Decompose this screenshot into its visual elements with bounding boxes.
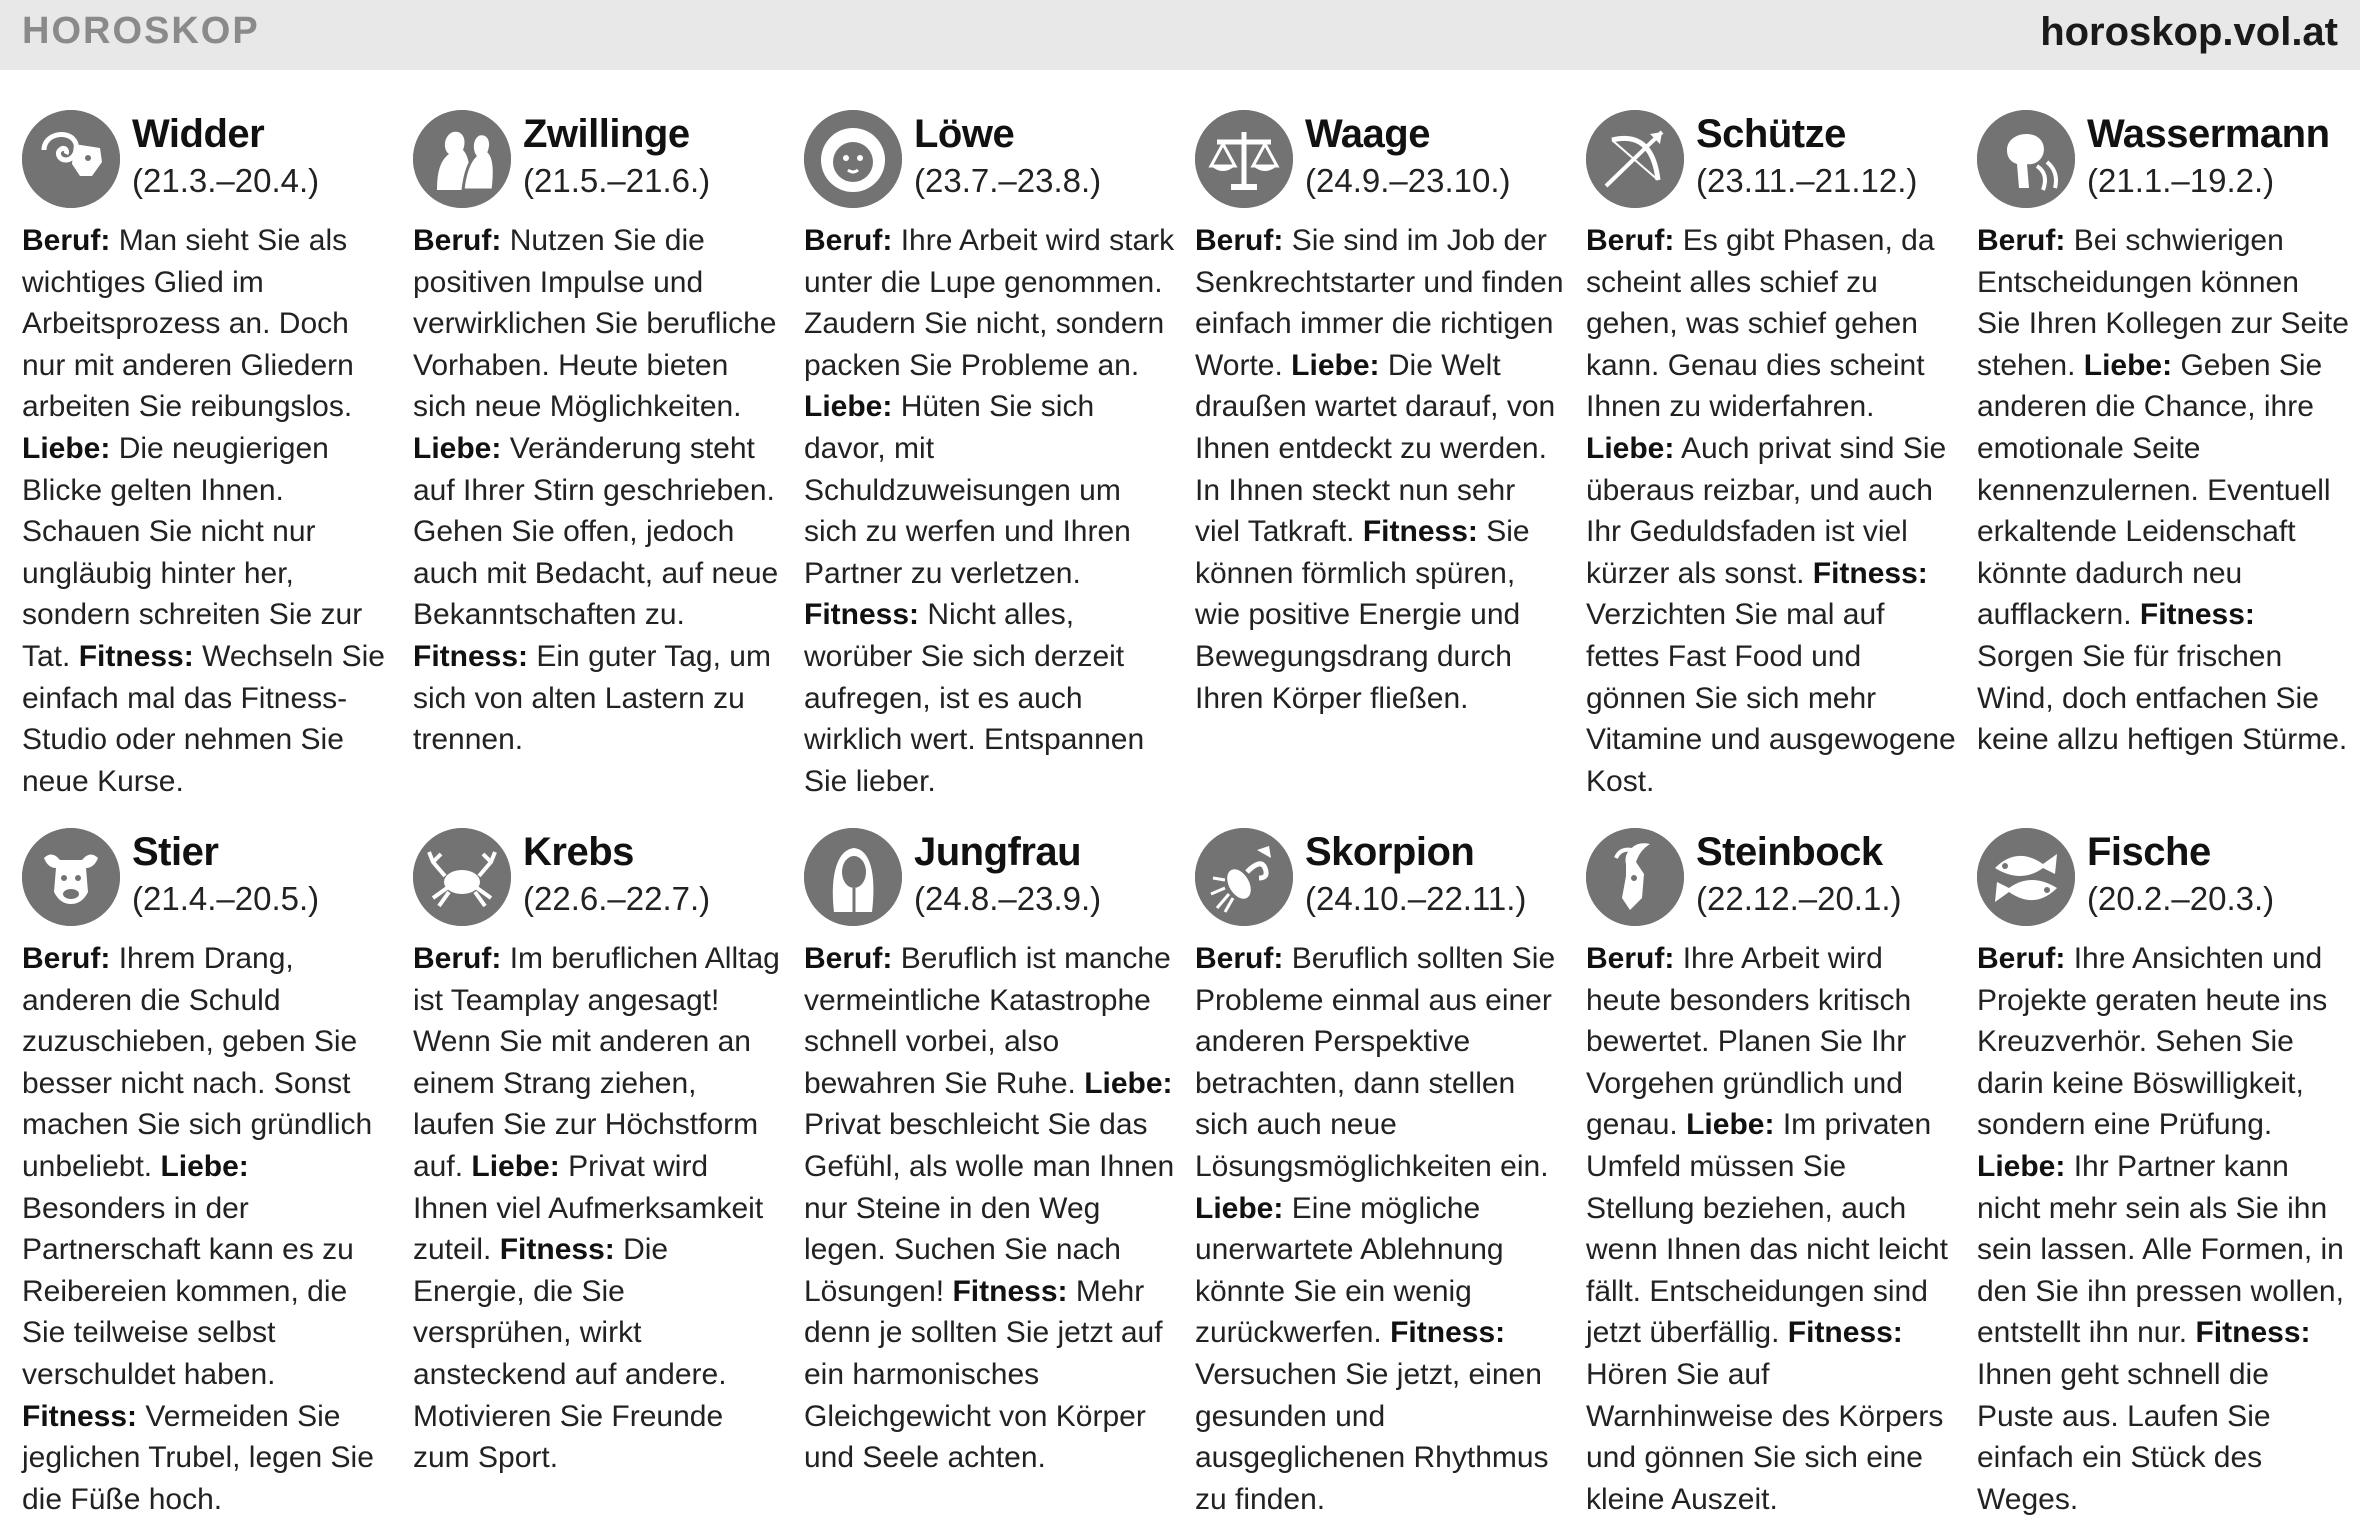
fitness-label: Fitness: [499,1233,615,1267]
sign-dates: (21.5.–21.6.) [523,162,711,199]
liebe-text: Privat wird Ihnen viel Aufmerksamkeit zuteil. [413,1149,764,1267]
fitness-label: Fitness: [1390,1316,1506,1350]
sign-name: Widder [132,112,265,156]
fitness-text: Ein guter Tag, um sich von alten Lastern zu trennen. [413,639,771,757]
beruf-text: Ihre Arbeit wird stark unter die Lupe genommen. Zaudern Sie nicht, sondern packen Sie Probleme an. [804,224,1175,382]
fitness-text: Die Energie, die Sie versprühen, wirkt ansteckend auf andere. Motivieren Sie Freunde zum Sport. [413,1233,727,1475]
fitness-text: Verzichten Sie mal auf fettes Fast Food und gönnen Sie sich mehr Vitamine und ausgewogene Kost. [1586,598,1956,798]
beruf-text: Man sieht Sie als wichtiges Glied im Arbeitsprozess an. Doch nur mit anderen Gliedern arbeiten Sie reibungslos. [22,224,354,424]
sign-dates: (24.9.–23.10.) [1305,162,1511,199]
sign-text [804,938,1176,1479]
fitness-text: Wechseln Sie einfach mal das Fitness-Studio oder nehmen Sie neue Kurse. [22,639,385,798]
twins-icon [413,110,511,208]
liebe-text: Auch privat sind Sie überaus reizbar, und auch Ihr Geduldsfaden ist viel kürzer als sonst. [1586,431,1947,590]
beruf-label: Beruf: [22,224,111,257]
sign-card-waage [1195,110,1567,790]
sign-name: Löwe [914,112,1015,156]
fitness-label: Fitness: [1362,515,1478,549]
beruf-label: Beruf: [413,942,502,975]
liebe-label: Liebe: [1977,1149,2066,1183]
liebe-label: Liebe: [22,431,111,465]
lion-icon [804,110,902,208]
sign-text [413,220,785,761]
beruf-label: Beruf: [1586,942,1675,975]
sign-card-zwillinge [413,110,785,790]
fitness-text: Mehr denn je sollten Sie jetzt auf ein harmonisches Gleichgewicht von Körper und Seele achten. [804,1274,1163,1475]
site-url-link[interactable]: horoskop.vol.at [2040,10,2338,54]
sign-card-stier [22,828,394,1516]
sign-name: Wassermann [2087,112,2330,156]
sign-card-steinbock [1586,828,1958,1516]
sign-name: Skorpion [1305,830,1475,874]
liebe-label: Liebe: [471,1149,560,1183]
sign-dates: (22.6.–22.7.) [523,880,711,917]
virgin-icon [804,828,902,926]
fitness-label: Fitness: [952,1274,1068,1308]
sign-name: Fische [2087,830,2211,874]
sign-name: Zwillinge [523,112,690,156]
beruf-label: Beruf: [413,224,502,257]
fitness-text: Ihnen geht schnell die Puste aus. Laufen Sie einfach ein Stück des Weges. [1977,1357,2271,1516]
sign-dates: (21.4.–20.5.) [132,880,320,917]
liebe-label: Liebe: [2083,348,2173,382]
beruf-text: Sie sind im Job der Senkrechtstarter und finden einfach immer die richtigen Worte. [1195,224,1564,382]
sign-name: Jungfrau [914,830,1082,874]
fitness-label: Fitness: [804,598,920,632]
crab-icon [413,828,511,926]
water-bearer-icon [1977,110,2075,208]
sign-card-skorpion [1195,828,1567,1516]
beruf-label: Beruf: [1195,942,1284,975]
liebe-label: Liebe: [1084,1066,1173,1100]
sign-text [1586,938,1958,1520]
sign-card-löwe [804,110,1176,798]
beruf-text: Bei schwierigen Entscheidungen können Sie Ihren Kollegen zur Seite stehen. [1977,224,2349,382]
liebe-label: Liebe: [1291,348,1380,382]
sign-text [1977,220,2349,761]
sign-name: Stier [132,830,219,874]
sign-text [1195,938,1567,1520]
sign-text [413,938,785,1479]
fitness-label: Fitness: [1812,556,1928,590]
liebe-label: Liebe: [160,1149,249,1183]
sign-text [1977,938,2349,1520]
sign-dates: (23.7.–23.8.) [914,162,1102,199]
fitness-text: Sorgen Sie für frischen Wind, doch entfachen Sie keine allzu heftigen Stürme. [1977,639,2348,757]
liebe-text: Die neugierigen Blicke gelten Ihnen. Schauen Sie nicht nur ungläubig hinter her, sondern schreiten Sie zur Tat. [22,431,363,673]
sign-text [22,220,394,802]
fitness-text: Versuchen Sie jetzt, einen gesunden und ausgeglichenen Rhythmus zu finden. [1195,1357,1549,1516]
fitness-text: Vermeiden Sie jeglichen Trubel, legen Sie die Füße hoch. [22,1399,374,1516]
scales-icon [1195,110,1293,208]
sign-card-jungfrau [804,828,1176,1508]
beruf-label: Beruf: [1977,224,2066,257]
beruf-label: Beruf: [22,942,111,975]
fitness-label: Fitness: [413,639,529,673]
beruf-text: Es gibt Phasen, da scheint alles schief zu gehen, was schief gehen kann. Genau dies scheint Ihnen zu widerfahren. [1586,224,1935,424]
sign-card-fische [1977,828,2349,1516]
sign-dates: (21.1.–19.2.) [2087,162,2275,199]
beruf-text: Ihrem Drang, anderen die Schuld zuzuschieben, geben Sie besser nicht nach. Sonst machen Sie sich gründlich unbeliebt. [22,942,373,1183]
sign-card-krebs [413,828,785,1508]
beruf-label: Beruf: [804,942,893,975]
beruf-text: Ihre Ansichten und Projekte geraten heute ins Kreuzverhör. Sehen Sie darin keine Böswilligkeit, sondern eine Prüfung. [1977,942,2328,1142]
sign-dates: (23.11.–21.12.) [1696,162,1918,199]
fitness-label: Fitness: [22,1399,138,1433]
fitness-label: Fitness: [2195,1316,2311,1350]
beruf-text: Beruflich ist manche vermeintliche Katastrophe schnell vorbei, also bewahren Sie Ruhe. [804,942,1171,1100]
beruf-text: Im beruflichen Alltag ist Teamplay angesagt! Wenn Sie mit anderen an einem Strang ziehen, laufen Sie zur Höchstform auf. [413,942,780,1183]
beruf-label: Beruf: [804,224,893,257]
section-title: HOROSKOP [22,10,260,52]
sign-text [22,938,394,1520]
liebe-text: Im privaten Umfeld müssen Sie Stellung beziehen, auch wenn Ihnen das nicht leicht fällt. Entscheidungen sind jetzt überfällig. [1586,1108,1948,1350]
beruf-label: Beruf: [1195,224,1284,257]
liebe-text: Besonders in der Partnerschaft kann es zu Reibereien kommen, die Sie teilweise selbst verschuldet haben. [22,1191,354,1391]
sign-text [804,220,1176,802]
fitness-label: Fitness: [78,639,194,673]
liebe-label: Liebe: [804,390,893,424]
beruf-text: Nutzen Sie die positiven Impulse und verwirklichen Sie berufliche Vorhaben. Heute bieten sich neue Möglichkeiten. [413,224,777,424]
liebe-text: Veränderung steht auf Ihrer Stirn geschrieben. Gehen Sie offen, jedoch auch mit Bedacht, auf neue Bekanntschaften zu. [413,431,779,632]
sign-name: Waage [1305,112,1430,156]
fitness-label: Fitness: [1787,1316,1903,1350]
liebe-text: Die Welt draußen wartet darauf, von Ihnen entdeckt zu werden. In Ihnen steckt nun sehr viel Tatkraft. [1195,348,1556,549]
beruf-label: Beruf: [1977,942,2066,975]
sign-dates: (24.10.–22.11.) [1305,880,1527,917]
sign-text [1586,220,1958,802]
fitness-label: Fitness: [2139,598,2255,632]
sign-name: Krebs [523,830,634,874]
liebe-label: Liebe: [1586,431,1675,465]
sign-card-wassermann [1977,110,2349,790]
top-bar [0,0,2360,70]
sign-card-widder [22,110,394,798]
liebe-label: Liebe: [413,431,502,465]
ibex-icon [1586,828,1684,926]
sign-text [1195,220,1567,719]
beruf-text: Beruflich sollten Sie Probleme einmal aus einer anderen Perspektive betrachten, dann stellen sich auch neue Lösungsmöglichkeiten ein. [1195,942,1556,1183]
liebe-text: Geben Sie anderen die Chance, ihre emotionale Seite kennenzulernen. Eventuell erkaltende Leidenschaft könnte dadurch neu aufflackern. [1977,348,2331,632]
scorpion-icon [1195,828,1293,926]
fish-icon [1977,828,2075,926]
bow-arrow-icon [1586,110,1684,208]
sign-name: Schütze [1696,112,1846,156]
liebe-text: Eine mögliche unerwartete Ablehnung könnte Sie ein wenig zurückwerfen. [1195,1191,1504,1350]
sign-dates: (21.3.–20.4.) [132,162,320,199]
liebe-label: Liebe: [1195,1191,1284,1225]
sign-dates: (24.8.–23.9.) [914,880,1102,917]
liebe-text: Ihr Partner kann nicht mehr sein als Sie ihn sein lassen. Alle Formen, in den Sie ihn pressen wollen, entstellt ihn nur. [1977,1149,2344,1350]
fitness-text: Nicht alles, worüber Sie sich derzeit aufregen, ist es auch wirklich wert. Entspannen Sie lieber. [804,598,1145,798]
liebe-text: Hüten Sie sich davor, mit Schuldzuweisungen um sich zu werfen und Ihren Partner zu verletzen. [804,390,1131,590]
liebe-label: Liebe: [1686,1108,1775,1142]
bull-icon [22,828,120,926]
fitness-text: Hören Sie auf Warnhinweise des Körpers und gönnen Sie sich eine kleine Auszeit. [1586,1357,1944,1516]
liebe-text: Privat beschleicht Sie das Gefühl, als wolle man Ihnen nur Steine in den Weg legen. Suchen Sie nach Lösungen! [804,1108,1175,1308]
fitness-text: Sie können förmlich spüren, wie positive Energie und Bewegungsdrang durch Ihren Körper fließen. [1195,515,1530,715]
sign-dates: (20.2.–20.3.) [2087,880,2275,917]
sign-dates: (22.12.–20.1.) [1696,880,1902,917]
ram-icon [22,110,120,208]
sign-name: Steinbock [1696,830,1883,874]
beruf-text: Ihre Arbeit wird heute besonders kritisch bewertet. Planen Sie Ihr Vorgehen gründlich und genau. [1586,942,1912,1142]
sign-card-schütze [1586,110,1958,798]
beruf-label: Beruf: [1586,224,1675,257]
